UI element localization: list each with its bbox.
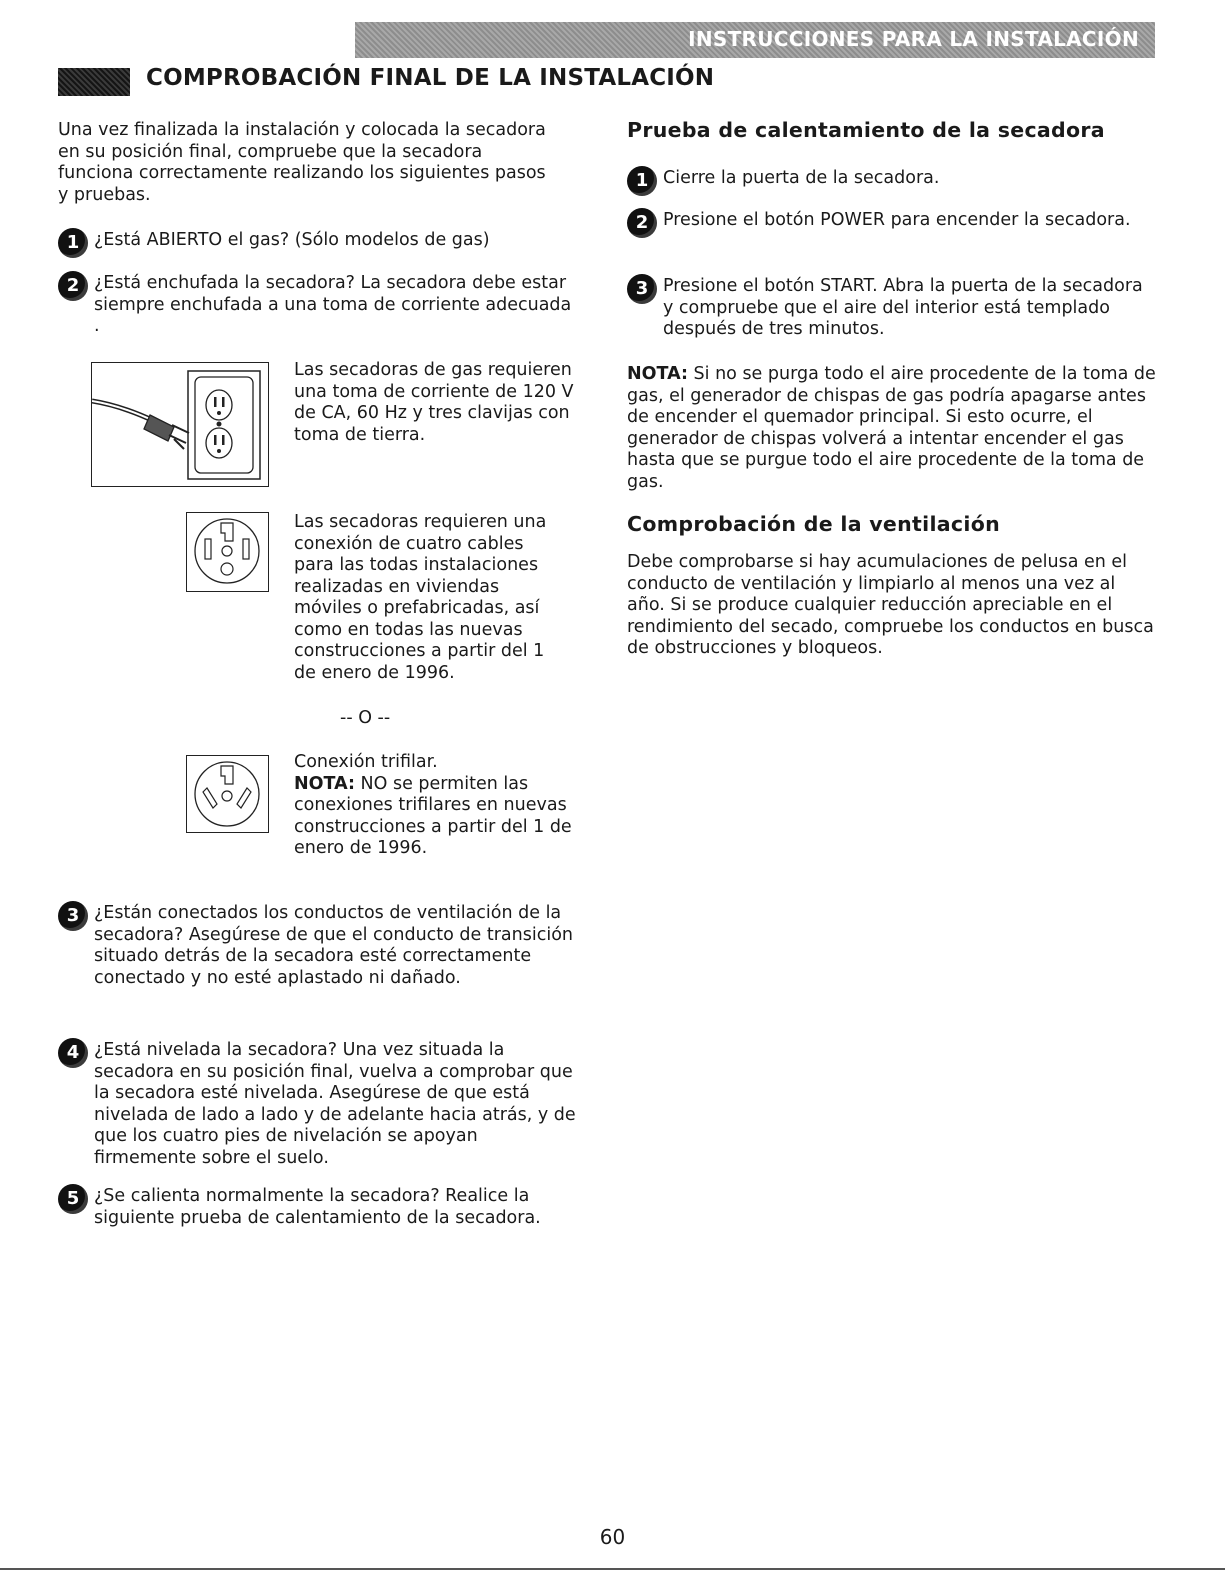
gas-purge-note bbox=[627, 364, 1157, 493]
step-number-badge: 3 bbox=[58, 901, 88, 931]
four-wire-receptacle-illustration bbox=[186, 512, 269, 592]
bottom-rule bbox=[0, 1568, 1225, 1570]
three-prong-outlet-icon bbox=[187, 756, 267, 831]
three-wire-text-block bbox=[294, 752, 589, 860]
section-heading bbox=[58, 65, 1158, 105]
check-step-4 bbox=[58, 1040, 578, 1169]
step-number-badge: 5 bbox=[58, 1184, 88, 1214]
plug-outlet-icon bbox=[92, 363, 267, 485]
three-wire-receptacle-illustration bbox=[186, 755, 269, 833]
step-text: Presione el botón START. Abra la puerta de la secadora y compruebe que el aire del interior está templado después de tres minutos. bbox=[663, 276, 1143, 339]
section-title: COMPROBACIÓN FINAL DE LA INSTALACIÓN bbox=[146, 65, 715, 91]
step-number-badge: 2 bbox=[58, 271, 88, 301]
three-wire-title: Conexión trifilar. bbox=[294, 752, 438, 772]
note-label: NOTA: bbox=[294, 773, 355, 794]
step-text: ¿Se calienta normalmente la secadora? Realice la siguiente prueba de calentamiento de la secadora. bbox=[94, 1186, 541, 1228]
step-text: ¿Está ABIERTO el gas? (Sólo modelos de gas) bbox=[94, 230, 490, 250]
heat-step-1 bbox=[627, 168, 1157, 190]
step-text: ¿Está enchufada la secadora? La secadora debe estar siempre enchufada a una toma de corriente adecuada . bbox=[94, 273, 572, 336]
heat-step-3 bbox=[627, 276, 1157, 341]
step-text: ¿Están conectados los conductos de ventilación de la secadora? Asegúrese de que el conducto de transición situado detrás de la secadora esté correctamente conectado y no esté aplastado ni dañado. bbox=[94, 903, 573, 988]
chapter-banner: INSTRUCCIONES PARA LA INSTALACIÓN bbox=[355, 22, 1155, 58]
vent-check-heading: Comprobación de la ventilación bbox=[627, 512, 1000, 536]
note-label: NOTA: bbox=[627, 364, 688, 384]
three-wire-note bbox=[294, 774, 589, 860]
note-text: Si no se purga todo el aire procedente de la toma de gas, el generador de chispas de gas podría apagarse antes de encender el quemador principal. Si esto ocurre, el generador de chispas volverá a intentar encender el gas hasta que se purgue todo el aire procedente de la toma de gas. bbox=[627, 364, 1156, 492]
step-text: Presione el botón POWER para encender la secadora. bbox=[663, 210, 1131, 230]
step-number-badge: 4 bbox=[58, 1038, 88, 1068]
step-number-badge: 1 bbox=[58, 228, 88, 258]
step-text: ¿Está nivelada la secadora? Una vez situada la secadora en su posición final, vuelva a comprobar que la secadora esté nivelada. Asegúrese de que está nivelada de lado a lado y de adelante hacia atrás, y de que los cuatro pies de nivelación se apoyan firmemente sobre el suelo. bbox=[94, 1040, 576, 1168]
heat-test-heading: Prueba de calentamiento de la secadora bbox=[627, 118, 1105, 142]
step-number-badge: 2 bbox=[627, 208, 657, 238]
vent-check-paragraph: Debe comprobarse si hay acumulaciones de pelusa en el conducto de ventilación y limpiarlo al menos una vez al año. Si se produce cualquier reducción apreciable en el rendimiento del secado, compruebe los conductos en busca de obstrucciones y bloqueos. bbox=[627, 552, 1154, 658]
note-text: NO se permiten las conexiones trifilares en nuevas construcciones a partir del 1 de enero de 1996. bbox=[294, 773, 572, 858]
gas-outlet-illustration bbox=[91, 362, 269, 487]
or-divider: -- O -- bbox=[340, 708, 391, 728]
heading-marker-block bbox=[58, 68, 130, 96]
check-step-2 bbox=[58, 273, 578, 338]
check-step-1 bbox=[58, 230, 578, 252]
page-number: 60 bbox=[599, 1525, 626, 1549]
step-text: Cierre la puerta de la secadora. bbox=[663, 168, 940, 188]
intro-paragraph: Una vez finalizada la instalación y colocada la secadora en su posición final, compruebe que la secadora funciona correctamente realizando los siguientes pasos y pruebas. bbox=[58, 120, 546, 205]
check-step-5 bbox=[58, 1186, 598, 1229]
four-prong-outlet-icon bbox=[187, 513, 267, 590]
step-number-badge: 1 bbox=[627, 166, 657, 196]
check-step-3 bbox=[58, 903, 578, 989]
gas-outlet-text: Las secadoras de gas requieren una toma de corriente de 120 V de CA, 60 Hz y tres clavijas con toma de tierra. bbox=[294, 360, 574, 445]
heat-step-2 bbox=[627, 210, 1147, 232]
step-number-badge: 3 bbox=[627, 274, 657, 304]
four-wire-text: Las secadoras requieren una conexión de cuatro cables para las todas instalaciones realizadas en viviendas móviles o prefabricadas, así como en todas las nuevas construcciones a partir del 1 de enero de 1996. bbox=[294, 512, 547, 683]
